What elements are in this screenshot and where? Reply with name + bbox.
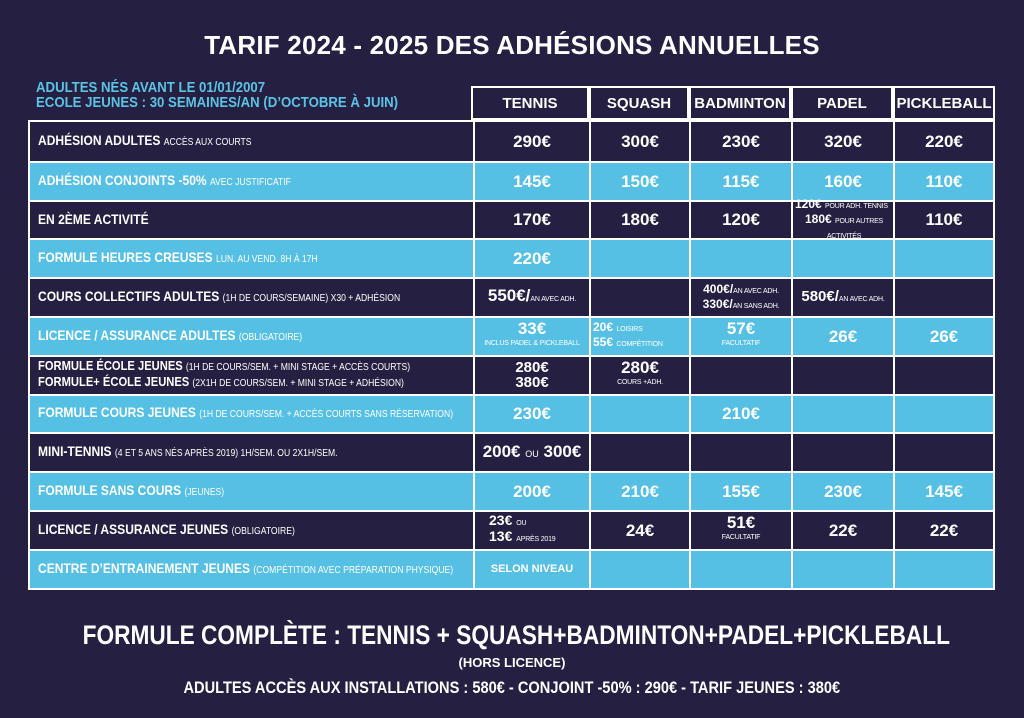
row-label: FORMULE SANS COURS (JEUNES)	[38, 482, 225, 499]
row-label: FORMULE ÉCOLE JEUNES (1H DE COURS/SEM. + MINI STAGE + ACCÈS COURTS) FORMULE+ ÉCOLE JEUNES (2X1H DE COURS/SEM. + MINI STAGE + ADHÉSION)	[38, 358, 411, 390]
price-padel	[791, 240, 893, 277]
price-pickleball	[893, 240, 993, 277]
price-badminton	[689, 551, 791, 588]
header-squash: SQUASH	[589, 86, 689, 120]
row-label: ADHÉSION CONJOINTS -50% AVEC JUSTIFICATIF	[38, 171, 291, 188]
price-tennis: SELON NIVEAU	[473, 551, 589, 588]
footer-subline: (HORS LICENCE)	[458, 655, 566, 670]
price-pickleball: 26€	[893, 318, 993, 355]
price-squash: 300€	[589, 122, 689, 161]
price-padel: 22€	[791, 512, 893, 549]
price-squash	[589, 434, 689, 471]
row-label: LICENCE / ASSURANCE JEUNES (OBLIGATOIRE)	[38, 520, 295, 537]
page-title: TARIF 2024 - 2025 DES ADHÉSIONS ANNUELLES	[204, 30, 820, 60]
price-badminton: 51€ FACULTATIF	[689, 512, 791, 549]
price-squash	[589, 279, 689, 316]
price-pickleball: 22€	[893, 512, 993, 549]
table-row	[30, 510, 993, 549]
price-pickleball: 110€	[893, 163, 993, 200]
row-label: FORMULE HEURES CREUSES LUN. AU VEND. 8H À 17H	[38, 249, 318, 266]
price-tennis: 280€ 380€	[473, 357, 589, 394]
price-pickleball: 220€	[893, 122, 993, 161]
price-tennis: 230€	[473, 396, 589, 433]
intro-line-1: ADULTES NÉS AVANT LE 01/01/2007	[36, 79, 266, 96]
price-tennis: 170€	[473, 202, 589, 239]
price-squash: 20€ LOISIRS 55€ COMPÉTITION	[589, 318, 689, 355]
price-squash: 180€	[589, 202, 689, 239]
price-tennis: 200€	[473, 473, 589, 510]
price-squash: 280€ COURS +ADH.	[589, 357, 689, 394]
price-pickleball	[893, 357, 993, 394]
price-squash	[589, 396, 689, 433]
price-padel: 120€ POUR ADH. TENNIS 180€ POUR AUTRES ACTIVITÉS	[791, 202, 893, 239]
table-row	[30, 549, 993, 588]
price-pickleball	[893, 279, 993, 316]
price-tennis: 550€/AN AVEC ADH.	[473, 279, 589, 316]
price-padel: 26€	[791, 318, 893, 355]
price-badminton: 400€/AN AVEC ADH. 330€/AN SANS ADH.	[689, 279, 791, 316]
row-label: EN 2ÈME ACTIVITÉ	[38, 211, 149, 228]
price-padel	[791, 434, 893, 471]
price-badminton	[689, 357, 791, 394]
price-badminton: 115€	[689, 163, 791, 200]
header-padel: PADEL	[791, 86, 893, 120]
price-squash	[589, 551, 689, 588]
price-padel: 320€	[791, 122, 893, 161]
header-pickleball: PICKLEBALL	[893, 86, 995, 120]
table-row	[30, 394, 993, 433]
pricing-table	[28, 120, 995, 590]
table-row	[30, 316, 993, 355]
table-row	[30, 161, 993, 200]
price-tennis: 290€	[473, 122, 589, 161]
price-padel	[791, 551, 893, 588]
price-pickleball	[893, 551, 993, 588]
footer-prices: ADULTES ACCÈS AUX INSTALLATIONS : 580€ - CONJOINT -50% : 290€ - TARIF JEUNES : 380€	[183, 678, 841, 697]
price-pickleball: 145€	[893, 473, 993, 510]
price-padel: 580€/AN AVEC ADH.	[791, 279, 893, 316]
table-row	[30, 432, 993, 471]
price-pickleball	[893, 396, 993, 433]
price-tennis: 220€	[473, 240, 589, 277]
row-label: CENTRE D’ENTRAINEMENT JEUNES (COMPÉTITION AVEC PRÉPARATION PHYSIQUE)	[38, 559, 454, 576]
price-squash: 210€	[589, 473, 689, 510]
price-badminton: 57€ FACULTATIF	[689, 318, 791, 355]
table-row	[30, 277, 993, 316]
intro-text	[36, 80, 423, 110]
price-padel	[791, 357, 893, 394]
price-pickleball: 110€	[893, 202, 993, 239]
price-tennis: 23€ OU 13€ APRÈS 2019	[473, 512, 589, 549]
table-row	[30, 471, 993, 510]
price-tennis: 145€	[473, 163, 589, 200]
table-row	[30, 122, 993, 161]
price-badminton: 120€	[689, 202, 791, 239]
row-label: ADHÉSION ADULTES ACCÈS AUX COURTS	[38, 131, 252, 148]
price-squash: 24€	[589, 512, 689, 549]
price-badminton: 210€	[689, 396, 791, 433]
table-row	[30, 355, 993, 394]
table-row	[30, 196, 993, 240]
row-label: LICENCE / ASSURANCE ADULTES (OBLIGATOIRE)	[38, 326, 303, 343]
price-pickleball	[893, 434, 993, 471]
price-badminton	[689, 434, 791, 471]
row-label: MINI-TENNIS (4 ET 5 ANS NÉS APRÈS 2019) 1H/SEM. OU 2X1H/SEM.	[38, 443, 338, 460]
row-label: FORMULE COURS JEUNES (1H DE COURS/SEM. + ACCÈS COURTS SANS RÉSERVATION)	[38, 404, 454, 421]
table-row	[30, 238, 993, 277]
price-squash: 150€	[589, 163, 689, 200]
intro-line-2: ECOLE JEUNES : 30 SEMAINES/AN (D’OCTOBRE À JUIN)	[36, 94, 399, 111]
footer-headline: FORMULE COMPLÈTE : TENNIS + SQUASH+BADMINTON+PADEL+PICKLEBALL	[82, 620, 950, 650]
row-label: COURS COLLECTIFS ADULTES (1H DE COURS/SEMAINE) X30 + ADHÉSION	[38, 288, 401, 305]
price-tennis: 33€ INCLUS PADEL & PICKLEBALL	[473, 318, 589, 355]
price-squash	[589, 240, 689, 277]
price-padel: 160€	[791, 163, 893, 200]
price-tennis: 200€ OU 300€	[473, 434, 589, 471]
price-badminton	[689, 240, 791, 277]
header-badminton: BADMINTON	[689, 86, 791, 120]
header-tennis: TENNIS	[471, 86, 589, 120]
price-badminton: 155€	[689, 473, 791, 510]
price-padel	[791, 396, 893, 433]
price-padel: 230€	[791, 473, 893, 510]
price-badminton: 230€	[689, 122, 791, 161]
